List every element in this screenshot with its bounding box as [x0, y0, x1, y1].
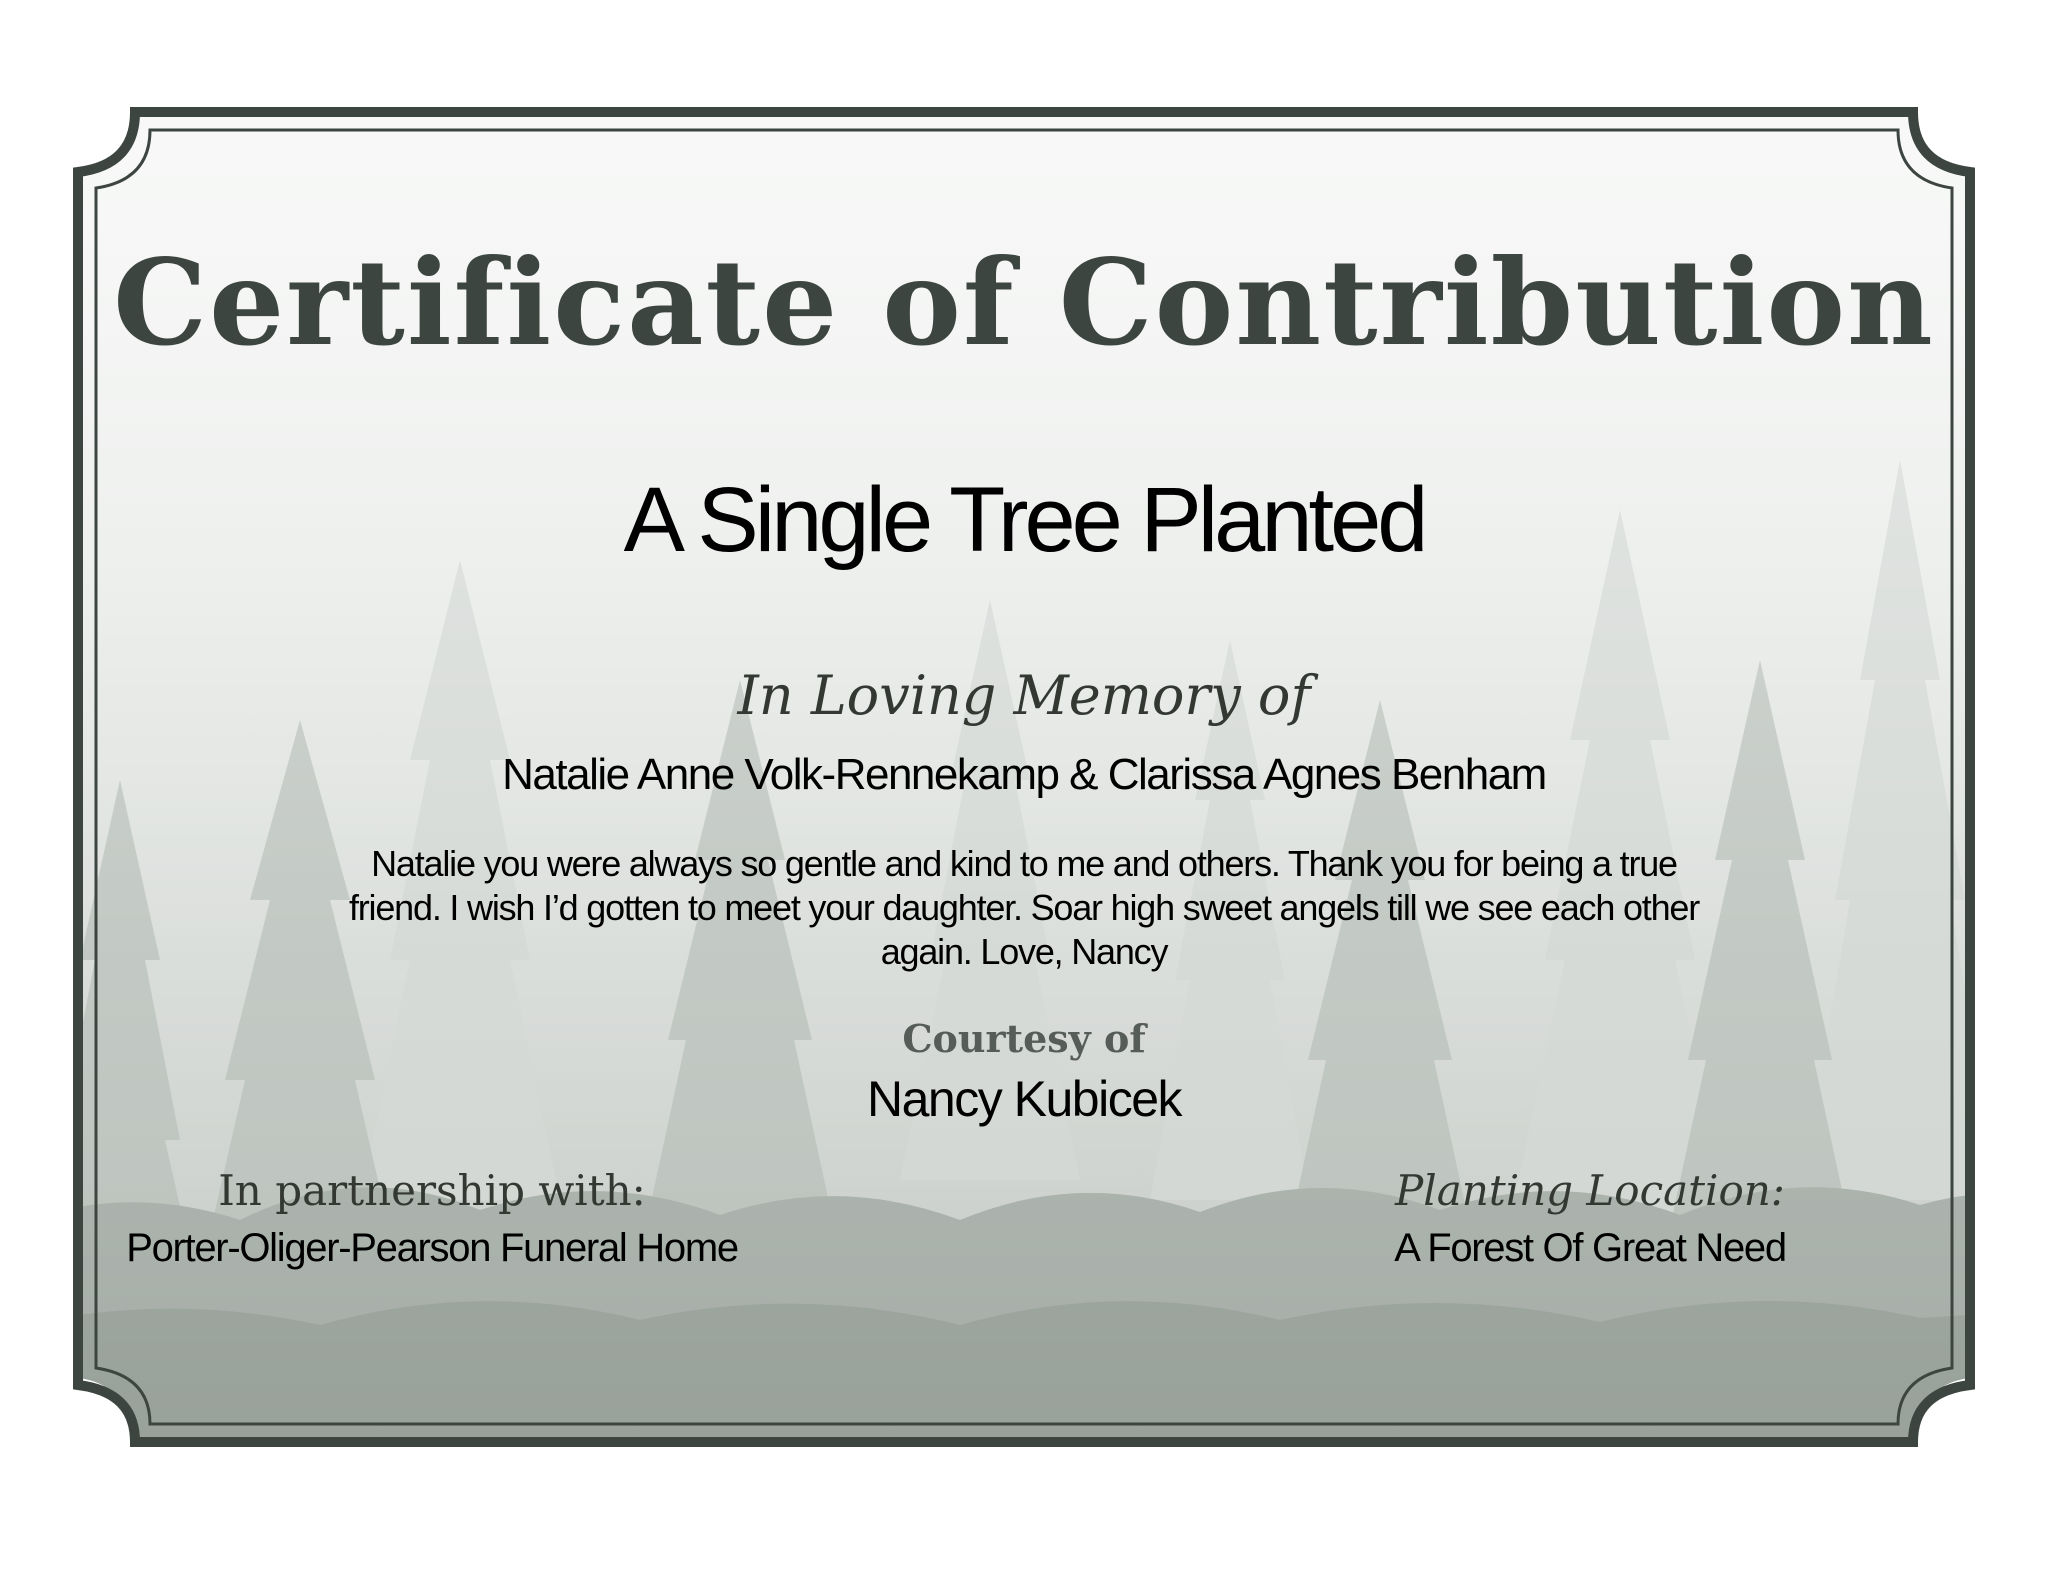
- partnership-block: [112, 1160, 752, 1272]
- certificate-subtitle: A Single Tree Planted: [623, 469, 1425, 571]
- planting-location: A Forest Of Great Need: [1394, 1226, 1786, 1270]
- courtesy-label: Courtesy of: [902, 1016, 1146, 1061]
- memory-label: In Loving Memory of: [737, 664, 1311, 727]
- location-block: [1270, 1160, 1910, 1272]
- tribute-message: Natalie you were always so gentle and kind to me and others. Thank you for being a true friend. I wish I’d gotten to meet your daughter. Soar high sweet angels till we see each other again. Love, Nancy: [348, 843, 1700, 972]
- partnership-label: In partnership with:: [218, 1166, 646, 1215]
- certificate-title: Certificate of Contribution: [113, 233, 1935, 372]
- donor-name: Nancy Kubicek: [867, 1071, 1181, 1127]
- honoree-names: Natalie Anne Volk-Rennekamp & Clarissa Agnes Benham: [502, 750, 1546, 799]
- partner-name: Porter-Oliger-Pearson Funeral Home: [126, 1226, 738, 1270]
- location-label: Planting Location:: [1395, 1166, 1785, 1215]
